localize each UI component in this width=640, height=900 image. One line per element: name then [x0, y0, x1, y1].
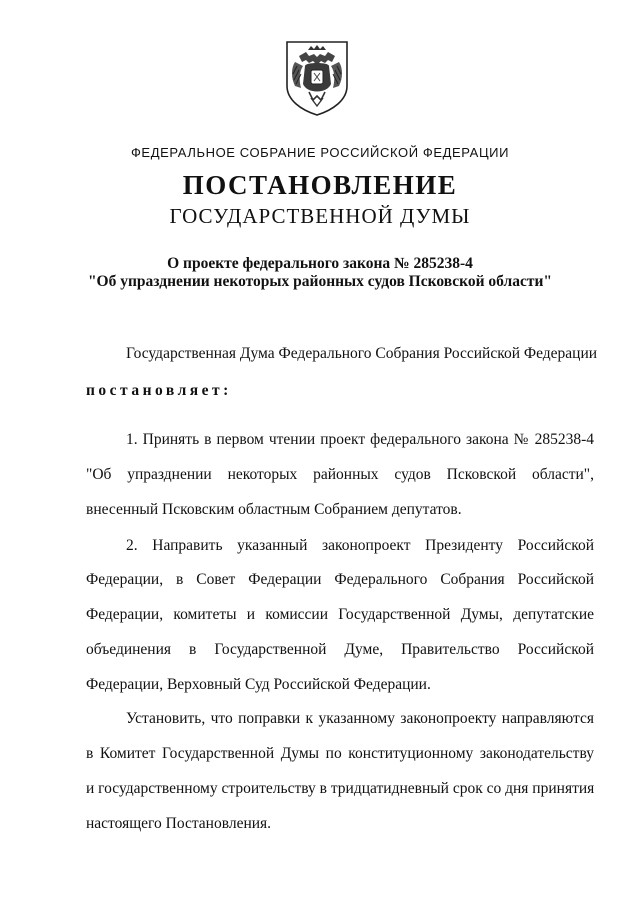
paragraph-3-line: настоящего Постановления.: [86, 815, 272, 832]
paragraph-1-line: "Об упразднении некоторых районных судов Псковской области",: [86, 466, 594, 483]
russian-coat-of-arms-icon: [281, 38, 353, 118]
preamble-text: Государственная Дума Федерального Собрания Российской Федерации: [126, 345, 598, 362]
paragraph-3-line: Установить, что поправки к указанному законопроекту направляются: [126, 710, 594, 727]
paragraph-2-line: 2. Направить указанный законопроект Президенту Российской: [126, 537, 594, 554]
paragraph-3-line: и государственному строительству в тридцатидневный срок со дня принятия: [86, 780, 595, 797]
resolves-word: постановляет:: [86, 382, 232, 399]
subject-line-1: О проекте федерального закона № 285238-4: [167, 255, 473, 272]
paragraph-2-line: Федерации, комитеты и комиссии Государственной Думы, депутатские: [86, 606, 594, 623]
paragraph-2-line: объединения в Государственной Думе, Правительство Российской: [86, 641, 594, 658]
paragraph-1-line: 1. Принять в первом чтении проект федерального закона № 285238-4: [126, 431, 594, 448]
document-type: ПОСТАНОВЛЕНИЕ: [182, 170, 458, 200]
assembly-title: ФЕДЕРАЛЬНОЕ СОБРАНИЕ РОССИЙСКОЙ ФЕДЕРАЦИИ: [130, 145, 510, 160]
subject-line-2: "Об упразднении некоторых районных судов Псковской области": [87, 273, 553, 290]
paragraph-1-line: внесенный Псковским областным Собранием депутатов.: [86, 501, 462, 518]
document-issuer: ГОСУДАРСТВЕННОЙ ДУМЫ: [169, 204, 471, 228]
paragraph-2-line: Федерации, Верховный Суд Российской Федерации.: [86, 676, 431, 693]
paragraph-2-line: Федерации, в Совет Федерации Федерального Собрания Российской: [86, 571, 594, 588]
paragraph-3-line: в Комитет Государственной Думы по конституционному законодательству: [86, 745, 594, 762]
